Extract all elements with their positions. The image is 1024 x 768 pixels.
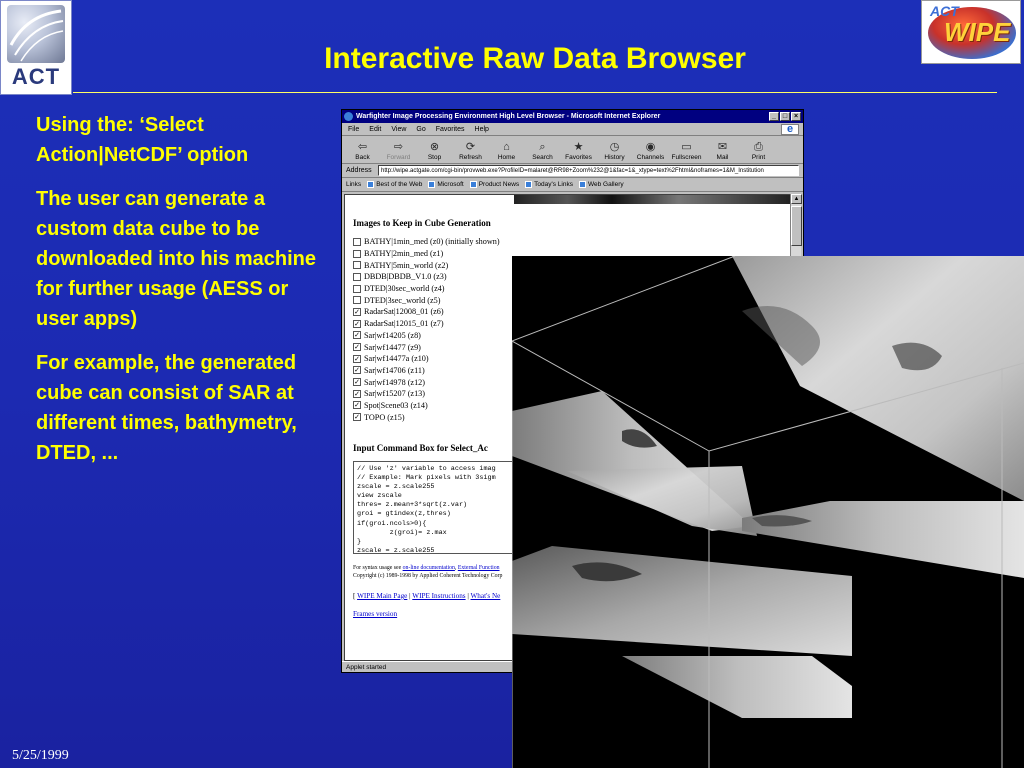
image-checkbox[interactable]: [353, 285, 361, 293]
paragraph-example: For example, the generated cube can consist of SAR at different times, bathymetry, DTED, ...: [36, 352, 297, 464]
status-text: Applet started: [346, 664, 387, 671]
image-checkbox[interactable]: [353, 250, 361, 258]
links-label: Links: [346, 181, 362, 188]
sar-layer-3: [567, 466, 757, 536]
favorites-icon: ★: [573, 141, 584, 153]
image-checkbox-label: Sar|wf14978 (z12): [364, 377, 425, 387]
refresh-icon: ⟳: [465, 141, 476, 153]
toolbar-history-button[interactable]: [598, 141, 631, 161]
forward-arrow-icon: ⇨: [393, 141, 404, 153]
image-checkbox-label: BATHY|1min_med (z0) (initially shown): [364, 237, 500, 247]
quick-link[interactable]: [579, 181, 624, 188]
history-icon: ◷: [609, 141, 620, 153]
image-checkbox[interactable]: ✓: [354, 343, 360, 352]
paragraph-custom-cube: The user can generate a custom data cube to be downloaded into his machine for further usage (AESS or user apps): [36, 188, 317, 330]
title-divider: [73, 92, 997, 93]
toolbar-button-label: Stop: [427, 154, 442, 161]
image-checkbox[interactable]: ✓: [354, 354, 360, 363]
home-icon: ⌂: [503, 141, 510, 153]
ie-window-icon: [344, 112, 353, 121]
data-cube-graphic: [512, 256, 1024, 768]
image-checkbox-label: DTED|30sec_world (z4): [364, 284, 445, 294]
menu-view[interactable]: View: [391, 126, 407, 133]
quick-link-label: Microsoft: [437, 181, 464, 188]
menu-file[interactable]: File: [348, 126, 360, 133]
page-icon: [579, 181, 586, 188]
image-checkbox[interactable]: ✓: [354, 331, 360, 340]
act-logo: [0, 0, 72, 95]
toolbar-button-label: Forward: [386, 154, 411, 161]
toolbar-button-label: Search: [532, 154, 553, 161]
quick-link[interactable]: [428, 181, 463, 188]
quick-link-label: Product News: [478, 181, 520, 188]
docs-link[interactable]: on-line documentation: [402, 565, 455, 571]
image-checkbox-label: DBDB|DBDB_V1.0 (z3): [364, 272, 447, 282]
page-icon: [525, 181, 532, 188]
toolbar-stop-button[interactable]: [418, 141, 451, 161]
channels-icon: ◉: [645, 141, 656, 153]
back-arrow-icon: ⇦: [357, 141, 368, 153]
command-heading: Input Command Box for Select_Ac: [353, 443, 488, 453]
stop-icon: ⊗: [429, 141, 440, 153]
image-checkbox[interactable]: ✓: [354, 413, 360, 422]
image-checkbox-label: BATHY|2min_med (z1): [364, 249, 444, 259]
toolbar-button-label: Print: [751, 154, 766, 161]
browser-toolbar: [342, 136, 803, 164]
image-checkbox-label: DTED|3sec_world (z5): [364, 295, 441, 305]
image-checkbox[interactable]: ✓: [354, 389, 360, 398]
scroll-up-arrow[interactable]: ▲: [791, 194, 802, 204]
image-checkbox[interactable]: [353, 273, 361, 281]
act-logo-emblem: [7, 5, 65, 63]
image-checkbox-label: BATHY|5min_world (z2): [364, 260, 449, 270]
browser-titlebar: [342, 110, 803, 123]
command-textarea[interactable]: // Use 'z' variable to access imag // Example: Mark pixels with 3sigm zscale = z.scale255 view zscale thres= z.mean+3*sqrt(z.var) groi = gtindex(z,thres) if(groi.ncols>0){ z(groi)= z.max } zscale = z.scale255: [353, 461, 513, 554]
whats-new-link[interactable]: What's Ne: [470, 592, 501, 600]
sar-layer-4: [742, 501, 1024, 578]
wipe-logo: [921, 0, 1021, 64]
toolbar-print-button[interactable]: [742, 141, 775, 161]
page-icon: [470, 181, 477, 188]
quick-link[interactable]: [470, 181, 519, 188]
paragraph-select-action: Using the: ‘Select Action|NetCDF’ option: [36, 114, 249, 166]
toolbar-button-label: History: [604, 154, 625, 161]
header-image-strip: [345, 195, 790, 204]
nav-links: [ WIPE Main Page | WIPE Instructions | What's Ne: [353, 592, 501, 600]
address-input[interactable]: http://wipe.actgate.com/cgi-bin/provweb.exe?ProfileID=malaret@RR98+Zoom%232@1&fac=1&_xtype=text%2Fhtml&noframes=1&M_Institution: [378, 165, 799, 176]
toolbar-mail-button[interactable]: [706, 141, 739, 161]
quick-link[interactable]: [367, 181, 422, 188]
toolbar-button-label: Back: [355, 154, 370, 161]
menu-help[interactable]: Help: [474, 126, 489, 133]
quick-link-label: Today's Links: [534, 181, 573, 188]
syntax-note: For syntax usage see on-line documentation, External Function: [353, 565, 500, 571]
scroll-thumb[interactable]: [791, 206, 802, 246]
menu-go[interactable]: Go: [416, 126, 426, 133]
fullscreen-icon: ▭: [681, 141, 692, 153]
images-heading: Images to Keep in Cube Generation: [353, 218, 491, 228]
slide-body: [36, 110, 328, 482]
data-cube-visualization: [512, 256, 1024, 768]
image-checkbox[interactable]: ✓: [354, 366, 360, 375]
toolbar-home-button[interactable]: [490, 141, 523, 161]
toolbar-search-button[interactable]: [526, 141, 559, 161]
image-checkbox-row: [353, 236, 790, 248]
image-checkbox[interactable]: ✓: [354, 319, 360, 328]
image-checkbox-label: Sar|wf14477a (z10): [364, 354, 429, 364]
image-checkbox-label: Sar|wf15207 (z13): [364, 389, 425, 399]
window-controls: [769, 112, 801, 121]
syntax-prefix: For syntax usage see: [353, 565, 403, 571]
image-checkbox-label: TOPO (z15): [364, 412, 405, 422]
page-icon: [428, 181, 435, 188]
image-checkbox-label: Sar|wf14477 (z9): [364, 342, 421, 352]
frames-version-link[interactable]: Frames version: [353, 610, 398, 618]
copyright: Copyright (c) 1989-1998 by Applied Coherent Technology Corp: [353, 573, 503, 579]
wipe-main-page-link[interactable]: WIPE Main Page: [357, 592, 408, 600]
quick-link-label: Web Gallery: [588, 181, 624, 188]
toolbar-favorites-button[interactable]: [562, 141, 595, 161]
external-function-link[interactable]: External Function: [457, 565, 500, 571]
image-checkbox-label: Sar|wf14205 (z8): [364, 330, 421, 340]
image-checkbox-label: Sar|wf14706 (z11): [364, 365, 425, 375]
toolbar-button-label: Favorites: [565, 154, 592, 161]
ie-throbber-icon: [781, 124, 799, 135]
image-checkbox[interactable]: [353, 261, 361, 269]
toolbar-button-label: Channels: [636, 154, 665, 161]
mail-icon: ✉: [717, 141, 728, 153]
toolbar-back-button[interactable]: [346, 141, 379, 161]
close-button[interactable]: ×: [791, 112, 801, 121]
quick-link[interactable]: [525, 181, 573, 188]
toolbar-fullscreen-button[interactable]: [670, 141, 703, 161]
image-checkbox[interactable]: [353, 296, 361, 304]
wipe-instructions-link[interactable]: WIPE Instructions: [412, 592, 466, 600]
wipe-logo-act-text: ACT: [930, 3, 959, 19]
footer-date: 5/25/1999: [12, 748, 69, 763]
image-checkbox-label: RadarSat|12008_01 (z6): [364, 307, 444, 317]
address-label: Address: [346, 167, 372, 174]
image-checkbox[interactable]: [353, 238, 361, 246]
toolbar-button-label: Fullscreen: [671, 154, 702, 161]
toolbar-forward-button[interactable]: [382, 141, 415, 161]
toolbar-button-label: Home: [497, 154, 516, 161]
image-checkbox[interactable]: ✓: [354, 307, 360, 316]
sar-layer-bottom: [622, 656, 852, 718]
menu-bar: [342, 123, 803, 136]
address-bar: [342, 164, 803, 178]
image-checkbox[interactable]: ✓: [354, 401, 360, 410]
slide-title: Interactive Raw Data Browser: [324, 42, 746, 75]
act-logo-text: ACT: [11, 64, 61, 89]
sar-layer-5: [512, 546, 852, 656]
quick-link-label: Best of the Web: [376, 181, 423, 188]
image-checkbox-label: Spot|Scene03 (z14): [364, 400, 428, 410]
maximize-button[interactable]: □: [780, 112, 790, 121]
menu-edit[interactable]: Edit: [369, 126, 382, 133]
image-checkbox-label: RadarSat|12015_01 (z7): [364, 319, 444, 329]
wipe-logo-text: WIPE: [944, 17, 1011, 47]
image-checkbox[interactable]: ✓: [354, 378, 360, 387]
browser-title: Warfighter Image Processing Environment High Level Browser - Microsoft Internet Explorer: [356, 113, 661, 120]
sar-layer-top: [732, 256, 1024, 501]
page-icon: [367, 181, 374, 188]
toolbar-button-label: Mail: [716, 154, 729, 161]
menu-favorites[interactable]: Favorites: [435, 126, 465, 133]
links-bar: [342, 178, 803, 192]
toolbar-button-label: Refresh: [459, 154, 482, 161]
toolbar-channels-button[interactable]: [634, 141, 667, 161]
search-icon: ⌕: [539, 141, 546, 153]
print-icon: ⎙: [754, 141, 763, 153]
minimize-button[interactable]: _: [769, 112, 779, 121]
toolbar-refresh-button[interactable]: [454, 141, 487, 161]
